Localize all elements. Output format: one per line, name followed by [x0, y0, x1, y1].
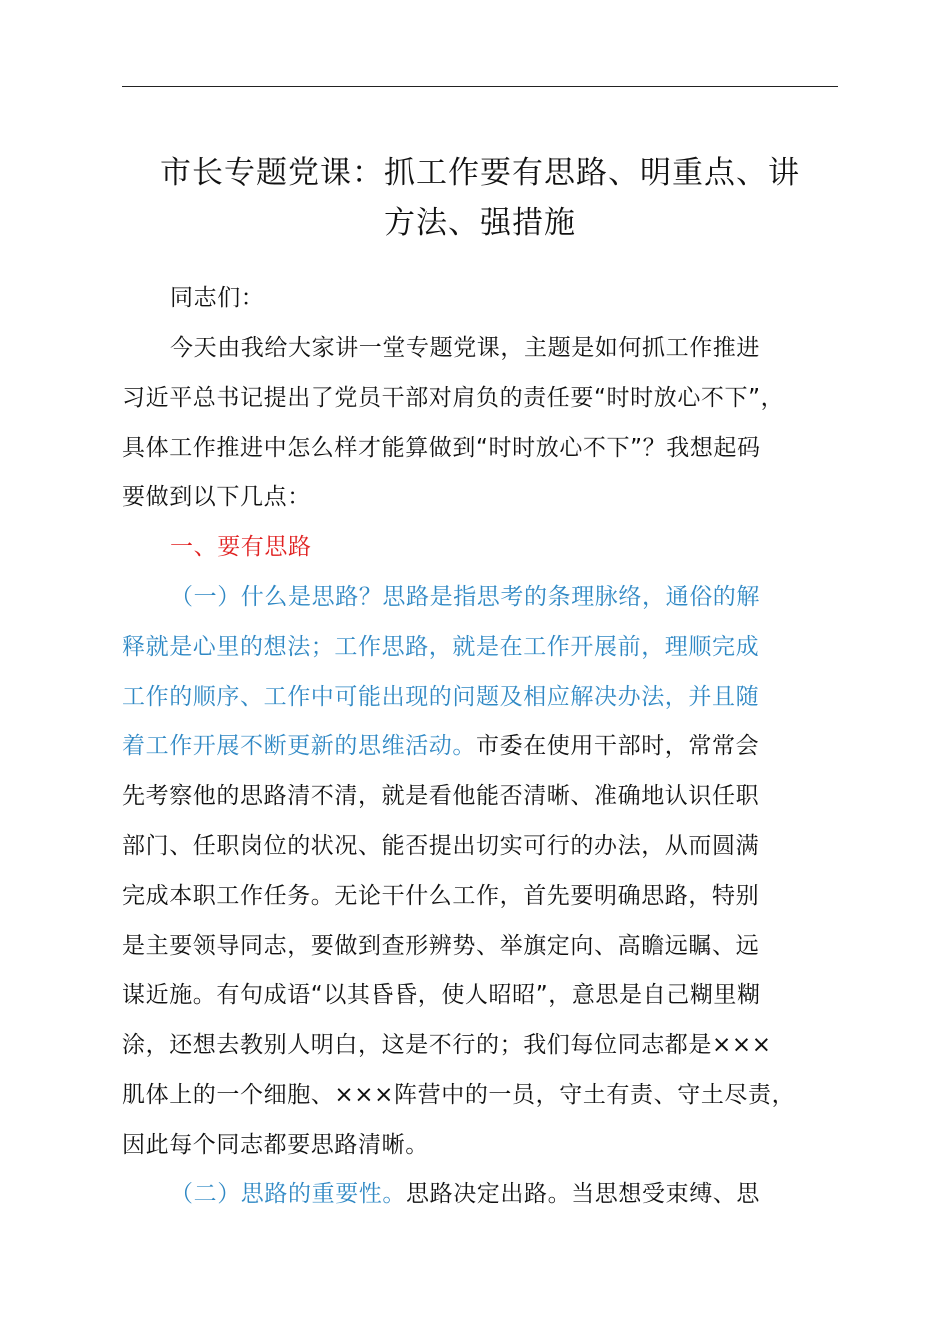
body-line: 部门、任职岗位的状况、能否提出切实可行的办法，从而圆满 — [122, 832, 760, 859]
body-line: 完成本职工作任务。无论干什么工作，首先要明确思路，特别 — [122, 882, 760, 909]
intro-line: 习近平总书记提出了党员干部对肩负的责任要“时时放心不下”， — [122, 384, 785, 411]
subsection-2-paragraph — [122, 1170, 842, 1220]
subsection-1-mixed-line — [122, 722, 842, 772]
body-line: 涂，还想去教别人明白，这是不行的；我们每位同志都是××× — [122, 1032, 772, 1059]
body-line: 是主要领导同志，要做到查形辨势、举旗定向、高瞻远瞩、远 — [122, 932, 760, 959]
greeting-text: 同志们： — [170, 285, 265, 311]
greeting — [122, 274, 842, 324]
header-rule — [122, 86, 838, 87]
subsection-1-line: 释就是心里的想法；工作思路，就是在工作开展前，理顺完成 — [122, 633, 760, 660]
section-heading-1 — [122, 523, 842, 573]
page-title — [112, 148, 848, 248]
title-line-2: 方法、强措施 — [384, 205, 576, 241]
subsection-1-line: 工作的顺序、工作中可能出现的问题及相应解决办法，并且随 — [122, 683, 760, 710]
body-line: 肌体上的一个细胞、×××阵营中的一员，守土有责、守土尽责， — [122, 1081, 796, 1108]
body-line: 谋近施。有句成语“以其昏昏，使人昭昭”，意思是自己糊里糊 — [122, 982, 761, 1009]
intro-line: 今天由我给大家讲一堂专题党课，主题是如何抓工作推进 — [170, 335, 760, 361]
intro-line: 具体工作推进中怎么样才能算做到“时时放心不下”？我想起码 — [122, 434, 761, 461]
section-heading-text: 一、要有思路 — [170, 534, 312, 560]
body-line: 先考察他的思路清不清，就是看他能否清晰、准确地认识任职 — [122, 783, 760, 810]
title-line-1: 市长专题党课：抓工作要有思路、明重点、讲 — [160, 155, 800, 191]
intro-line: 要做到以下几点： — [122, 484, 311, 511]
intro-paragraph — [122, 324, 842, 523]
subsection-2-heading: （二）思路的重要性。 — [170, 1181, 406, 1207]
subsection-1-line: （一）什么是思路？思路是指思考的条理脉络，通俗的解 — [170, 584, 760, 610]
body-text: 市委在使用干部时，常常会 — [476, 733, 760, 760]
subsection-1-paragraph — [122, 573, 842, 1171]
body-line: 因此每个同志都要思路清晰。 — [122, 1131, 429, 1158]
subsection-2-text: 思路决定出路。当思想受束缚、思 — [406, 1181, 760, 1207]
highlight-text: 着工作开展不断更新的思维活动。 — [122, 733, 476, 760]
